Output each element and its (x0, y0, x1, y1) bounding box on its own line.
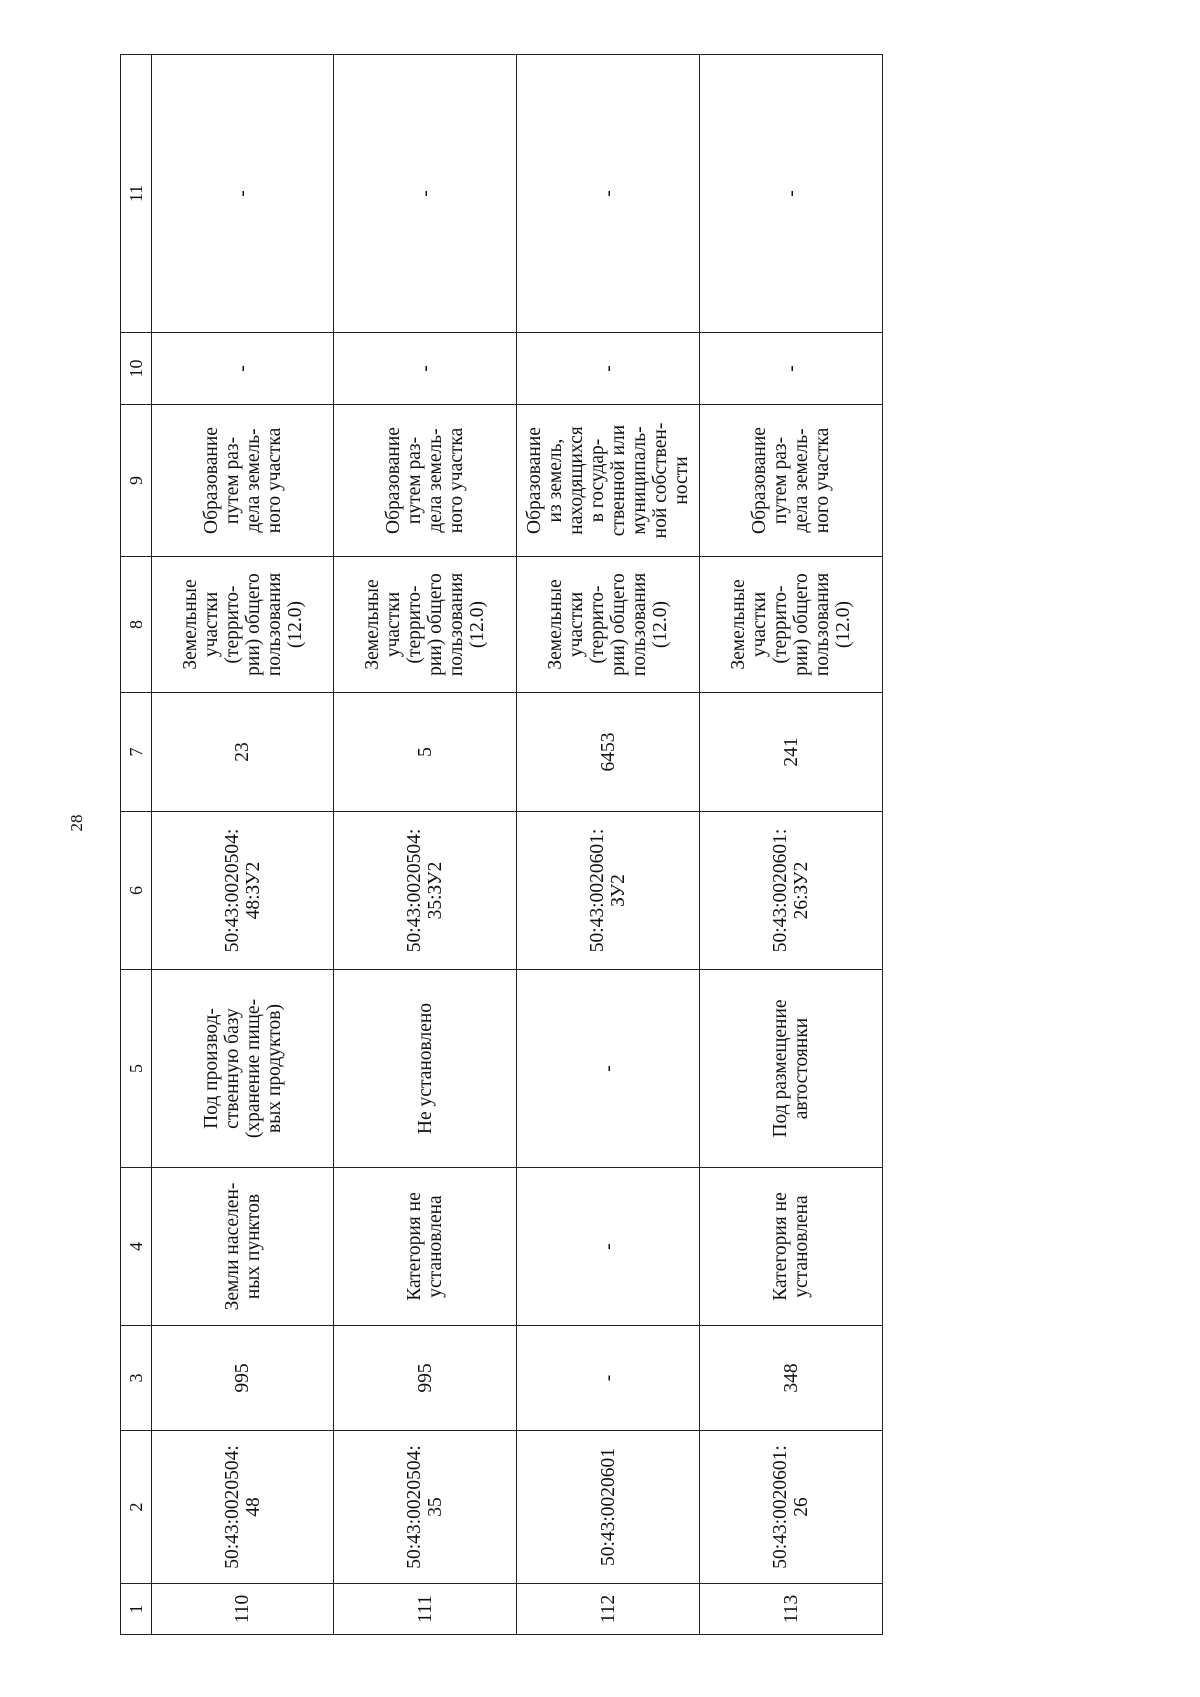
column-10-value: - (517, 333, 700, 405)
new-plot-designation: 50:43:0020601: ЗУ2 (517, 812, 700, 970)
column-number: 9 (121, 405, 152, 557)
new-plot-use: Земельные участки (террито- рии) общего пользования (12.0) (151, 557, 334, 693)
permitted-use: Под производ- ственную базу (хранение пище- вых продуктов) (151, 970, 334, 1168)
column-number: 7 (121, 693, 152, 812)
new-plot-area: 6453 (517, 693, 700, 812)
table-row (151, 55, 334, 1635)
column-number: 3 (121, 1326, 152, 1431)
source-area: - (517, 1326, 700, 1431)
column-number: 1 (121, 1584, 152, 1635)
source-cadastral-number: 50:43:0020504: 35 (334, 1431, 517, 1584)
source-cadastral-number: 50:43:0020601: 26 (700, 1431, 883, 1584)
formation-method: Образование путем раз- дела земель- ного участка (151, 405, 334, 557)
row-number: 110 (151, 1584, 334, 1635)
column-number: 8 (121, 557, 152, 693)
land-category: Земли населен- ных пунктов (151, 1168, 334, 1326)
column-number: 2 (121, 1431, 152, 1584)
column-10-value: - (334, 333, 517, 405)
column-11-value: - (517, 55, 700, 333)
table-row (517, 55, 700, 1635)
source-cadastral-number: 50:43:0020504: 48 (151, 1431, 334, 1584)
column-number: 11 (121, 55, 152, 333)
source-area: 995 (334, 1326, 517, 1431)
permitted-use: - (517, 970, 700, 1168)
row-number: 112 (517, 1584, 700, 1635)
new-plot-use: Земельные участки (террито- рии) общего пользования (12.0) (700, 557, 883, 693)
formation-method: Образование из земель, находящихся в государ- ственной или муниципаль- ной собствен- ности (517, 405, 700, 557)
source-area: 995 (151, 1326, 334, 1431)
source-cadastral-number: 50:43:0020601 (517, 1431, 700, 1584)
column-number: 4 (121, 1168, 152, 1326)
land-category: Категория не установлена (700, 1168, 883, 1326)
column-11-value: - (334, 55, 517, 333)
row-number: 111 (334, 1584, 517, 1635)
land-category: - (517, 1168, 700, 1326)
page-number: 28 (67, 814, 86, 832)
permitted-use: Под размещение автостоянки (700, 970, 883, 1168)
new-plot-use: Земельные участки (террито- рии) общего пользования (12.0) (334, 557, 517, 693)
land-plots-table (120, 54, 883, 1635)
formation-method: Образование путем раз- дела земель- ного участка (334, 405, 517, 557)
new-plot-area: 5 (334, 693, 517, 812)
column-number: 5 (121, 970, 152, 1168)
column-number-row (121, 55, 152, 1635)
table-row (334, 55, 517, 1635)
formation-method: Образование путем раз- дела земель- ного участка (700, 405, 883, 557)
column-11-value: - (700, 55, 883, 333)
new-plot-area: 23 (151, 693, 334, 812)
column-10-value: - (700, 333, 883, 405)
column-number: 6 (121, 812, 152, 970)
land-category: Категория не установлена (334, 1168, 517, 1326)
new-plot-designation: 50:43:0020504: 48:ЗУ2 (151, 812, 334, 970)
new-plot-designation: 50:43:0020601: 26:ЗУ2 (700, 812, 883, 970)
new-plot-designation: 50:43:0020504: 35:ЗУ2 (334, 812, 517, 970)
rotated-table-container (120, 55, 883, 1635)
column-11-value: - (151, 55, 334, 333)
permitted-use: Не установлено (334, 970, 517, 1168)
new-plot-area: 241 (700, 693, 883, 812)
column-10-value: - (151, 333, 334, 405)
column-number: 10 (121, 333, 152, 405)
row-number: 113 (700, 1584, 883, 1635)
source-area: 348 (700, 1326, 883, 1431)
table-row (700, 55, 883, 1635)
new-plot-use: Земельные участки (террито- рии) общего пользования (12.0) (517, 557, 700, 693)
